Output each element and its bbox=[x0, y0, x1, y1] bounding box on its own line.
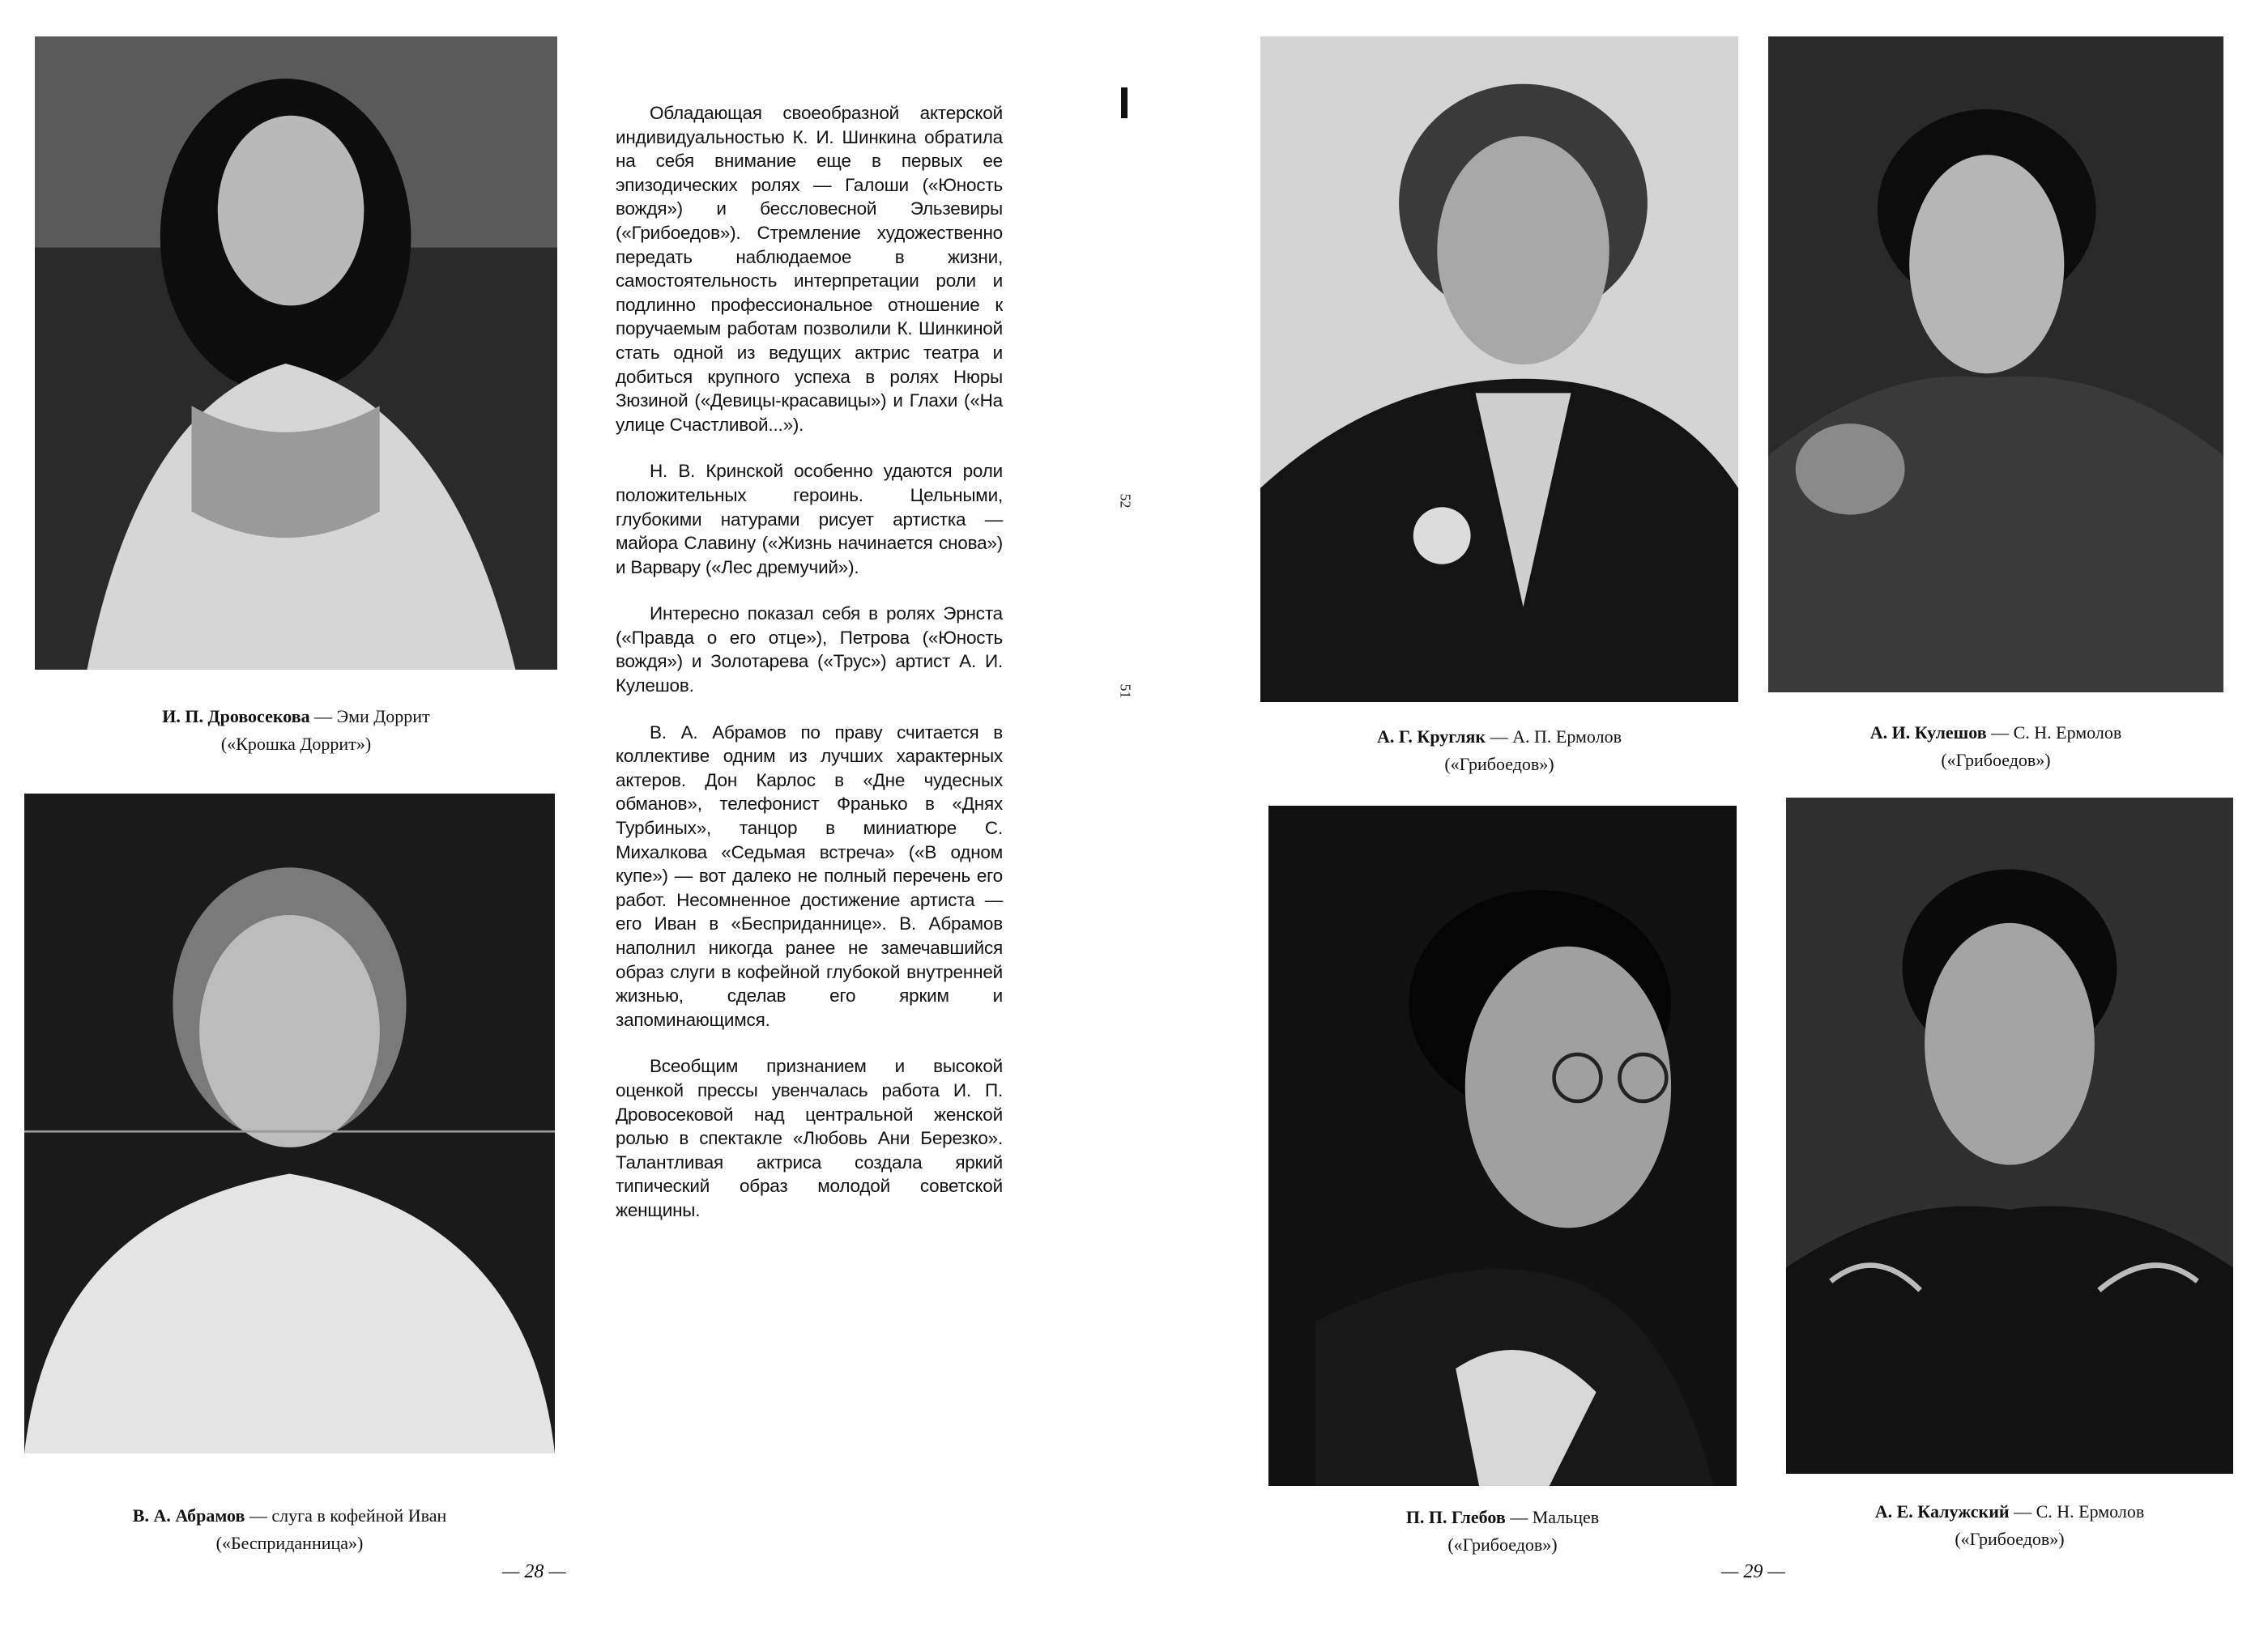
caption-role: С. Н. Ермолов bbox=[2013, 722, 2122, 743]
caption-role: Мальцев bbox=[1532, 1507, 1600, 1527]
caption-role: Эми Доррит bbox=[336, 706, 430, 726]
paragraph: Всеобщим признанием и высокой оценкой прессы увенчалась работа И. П. Дровосековой над центральной женской ролью в спектакле «Любовь Ани Березко». Талантливая актриса создала яркий типический образ молодой советской женщины. bbox=[616, 1056, 1003, 1220]
caption-kuleshov: А. И. Кулешов — С. Н. Ермолов («Грибоедов») bbox=[1768, 719, 2223, 774]
caption-name: И. П. Дровосекова bbox=[162, 706, 310, 726]
gutter-number-top: 52 bbox=[1117, 493, 1134, 509]
portrait-man-image bbox=[1260, 36, 1738, 702]
caption-play: («Крошка Доррит») bbox=[220, 734, 372, 754]
paragraph: Интересно показал себя в ролях Эрнста («Правда о его отце»), Петрова («Юность вождя») и Золотарева («Трус») артист А. И. Кулешов. bbox=[616, 603, 1003, 696]
caption-kruglyak: А. Г. Кругляк — А. П. Ермолов («Грибоедов») bbox=[1260, 723, 1738, 778]
caption-kaluzhsky: А. Е. Калужский — С. Н. Ермолов («Грибоедов») bbox=[1786, 1498, 2233, 1553]
caption-name: А. Е. Калужский bbox=[1874, 1501, 2010, 1522]
portrait-man-image bbox=[24, 794, 555, 1454]
caption-play: («Грибоедов») bbox=[1955, 1529, 2065, 1549]
caption-abramov: В. А. Абрамов — слуга в кофейной Иван («Бесприданница») bbox=[24, 1502, 555, 1557]
gutter-number-bottom: 51 bbox=[1117, 683, 1134, 699]
paragraph: Обладающая своеобразной актерской индивидуальностью К. И. Шинкина обратила на себя внимание еще в первых ее эпизодических ролях — Галоши («Юность вождя») и бессловесной Эльзевиры («Грибоедов»). Стремление художественно передать наблюдаемое в жизни, самостоятельность интерпретации роли и подлинно профессиональное отношение к поручаемым работам позволили К. Шинкиной стать одной из ведущих актрис театра и добиться крупного успеха в ролях Нюры Зюзиной («Девицы-красавицы») и Глахи («На улице Счастливой...»). bbox=[616, 103, 1003, 435]
caption-name: П. П. Глебов bbox=[1405, 1507, 1506, 1527]
portrait-man-image bbox=[1768, 36, 2223, 692]
page-number-left: — 28 — bbox=[502, 1561, 566, 1582]
page-number-right: — 29 — bbox=[1721, 1561, 1785, 1582]
portrait-man-image bbox=[1786, 798, 2233, 1474]
caption-play: («Грибоедов») bbox=[1447, 1534, 1558, 1555]
portrait-woman-image bbox=[35, 36, 557, 670]
caption-role: слуга в кофейной Иван bbox=[271, 1505, 447, 1526]
caption-role: С. Н. Ермолов bbox=[2036, 1501, 2145, 1522]
photo-kaluzhsky bbox=[1786, 798, 2233, 1474]
caption-play: («Грибоедов») bbox=[1444, 754, 1554, 774]
gutter-mark bbox=[1121, 87, 1128, 118]
photo-kruglyak bbox=[1260, 36, 1738, 702]
photo-glebov bbox=[1268, 806, 1737, 1486]
caption-name: А. И. Кулешов bbox=[1869, 722, 1987, 743]
caption-name: А. Г. Кругляк bbox=[1377, 726, 1486, 747]
caption-play: («Бесприданница») bbox=[215, 1533, 364, 1553]
caption-play: («Грибоедов») bbox=[1941, 750, 2051, 770]
article-text bbox=[616, 101, 1003, 1245]
caption-glebov: П. П. Глебов — Мальцев («Грибоедов») bbox=[1268, 1504, 1737, 1559]
caption-role: А. П. Ермолов bbox=[1512, 726, 1622, 747]
caption-name: В. А. Абрамов bbox=[132, 1505, 245, 1526]
photo-kuleshov bbox=[1768, 36, 2223, 692]
paragraph: В. А. Абрамов по праву считается в коллективе одним из лучших характерных актеров. Дон Карлос в «Дне чудесных обманов», телефонист Франько в «Днях Турбиных», танцор в миниатюре С. Михалкова «Седьмая встреча» («В одном купе») — вот далеко не полный перечень его работ. Несомненное достижение артиста — его Иван в «Бесприданнице». В. Абрамов наполнил никогда ранее не замечавшийся образ слуги в кофейной глубокой внутренней жизнью, сделав его ярким и запоминающимся. bbox=[616, 721, 1003, 1030]
caption-drovosekova: И. П. Дровосекова — Эми Доррит («Крошка Доррит») bbox=[35, 703, 557, 758]
portrait-man-image bbox=[1268, 806, 1737, 1486]
photo-abramov bbox=[24, 794, 555, 1454]
paragraph: Н. В. Кринской особенно удаются роли положительных героинь. Цельными, глубокими натурами рисует артистка — майора Славину («Жизнь начинается снова») и Варвару («Лес дремучий»). bbox=[616, 461, 1003, 577]
photo-drovosekova bbox=[35, 36, 557, 670]
